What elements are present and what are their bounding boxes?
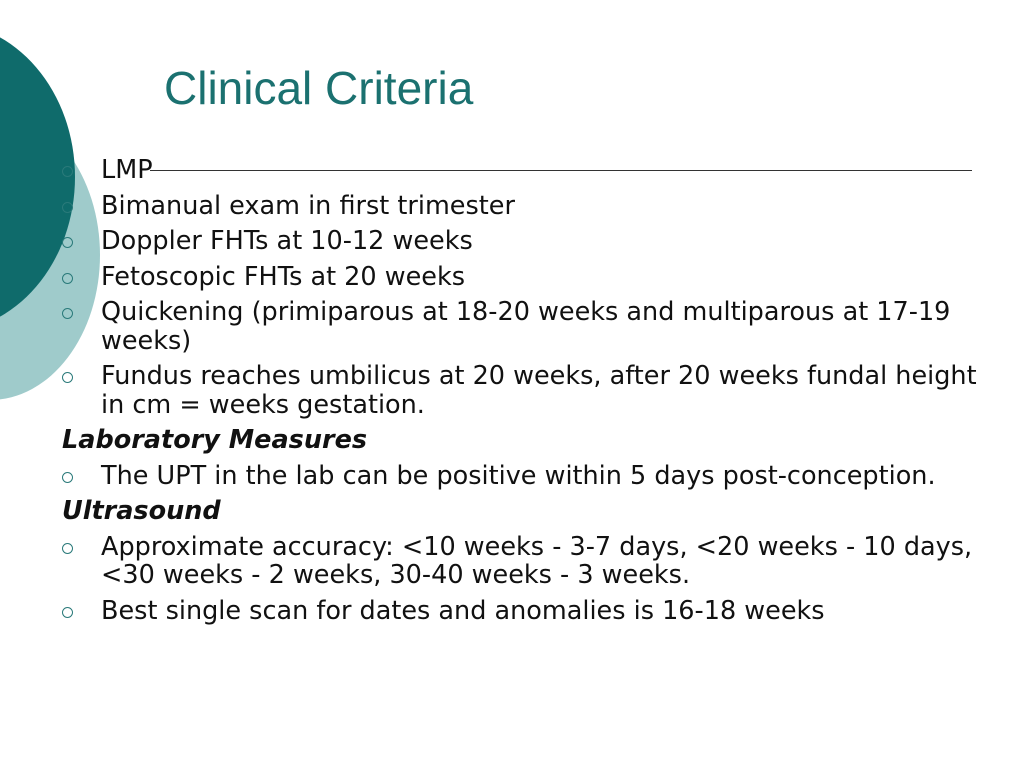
list-item-text: Best single scan for dates and anomalies is 16-18 weeks	[101, 595, 825, 626]
list-item	[62, 298, 982, 355]
list-item	[62, 462, 982, 491]
list-item	[62, 192, 982, 221]
circle-bullet-icon	[62, 166, 73, 177]
slide-body	[62, 156, 982, 632]
list-item-text: LMP	[101, 155, 153, 185]
list-item	[62, 227, 982, 256]
list-item-text: The UPT in the lab can be positive within 5 days post-conception.	[101, 460, 936, 491]
section-heading-laboratory: Laboratory Measures	[62, 425, 368, 455]
list-item	[62, 362, 982, 419]
circle-bullet-icon	[62, 308, 73, 319]
circle-bullet-icon	[62, 273, 73, 284]
list-item-text: Doppler FHTs at 10-12 weeks	[101, 226, 473, 256]
circle-bullet-icon	[62, 607, 73, 618]
list-item-text: Bimanual exam in first trimester	[101, 190, 515, 221]
section-heading-ultrasound: Ultrasound	[62, 496, 221, 526]
list-item	[62, 156, 982, 185]
list-item-text: Fetoscopic FHTs at 20 weeks	[101, 261, 466, 292]
list-item	[62, 263, 982, 292]
list-item-text: Approximate accuracy: <10 weeks - 3-7 days, <20 weeks - 10 days, <30 weeks - 2 weeks, 30-40 weeks - 3 weeks.	[101, 531, 973, 590]
list-item	[62, 533, 982, 590]
circle-bullet-icon	[62, 372, 73, 383]
list-item-text: Quickening (primiparous at 18-20 weeks and multiparous at 17-19 weeks)	[101, 297, 951, 356]
list-item-text: Fundus reaches umbilicus at 20 weeks, after 20 weeks fundal height in cm = weeks gestation.	[101, 361, 977, 420]
list-item	[62, 597, 982, 626]
circle-bullet-icon	[62, 202, 73, 213]
circle-bullet-icon	[62, 472, 73, 483]
slide-title: Clinical Criteria	[164, 62, 474, 114]
circle-bullet-icon	[62, 237, 73, 248]
circle-bullet-icon	[62, 543, 73, 554]
